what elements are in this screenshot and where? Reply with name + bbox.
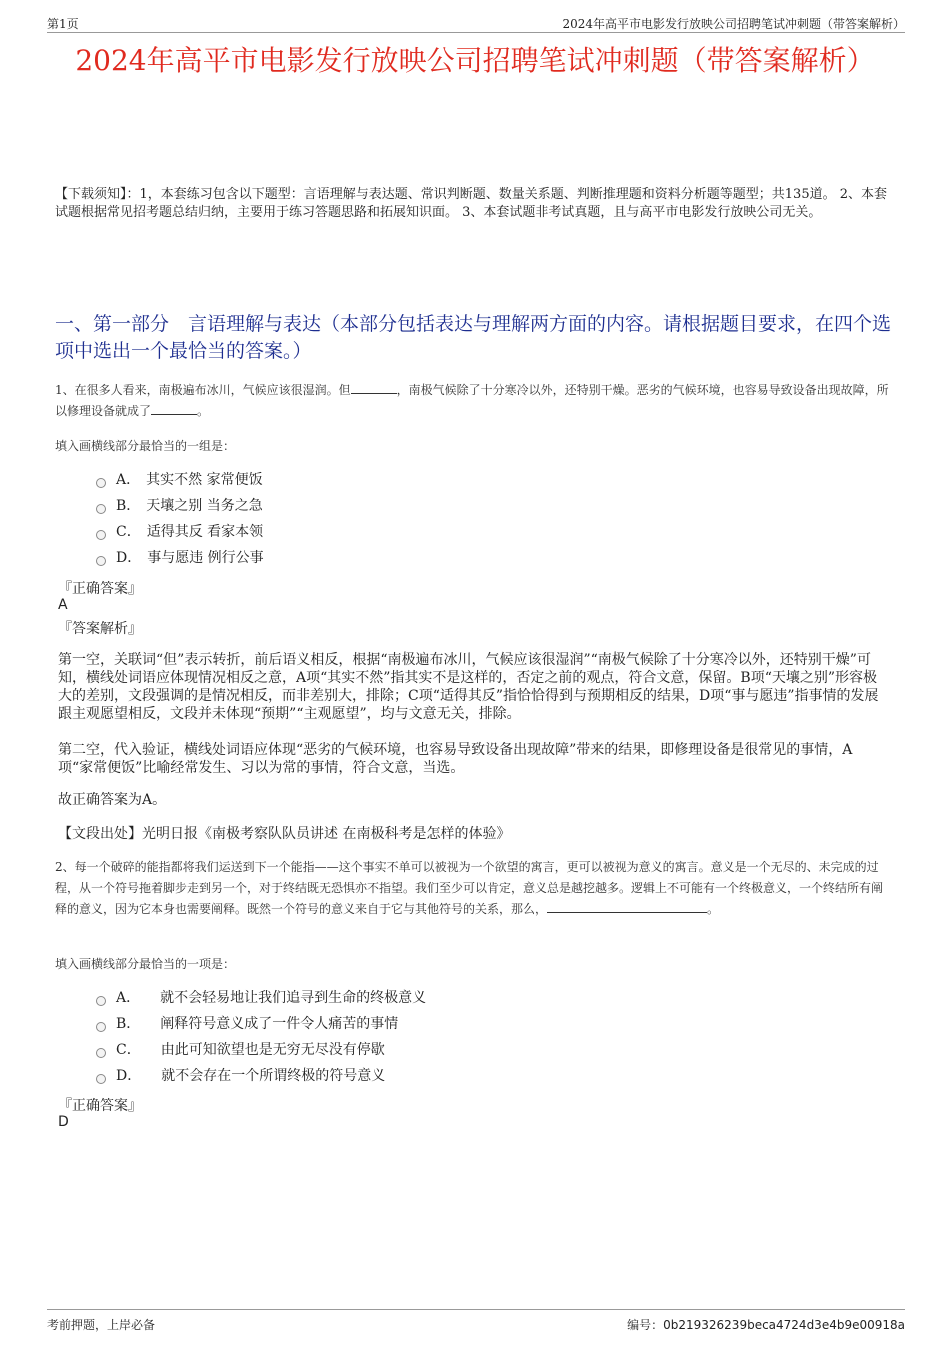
header-doc-title: 2024年高平市电影发行放映公司招聘笔试冲刺题（带答案解析） xyxy=(562,17,905,31)
option-d[interactable] xyxy=(96,1063,426,1089)
radio-button[interactable] xyxy=(96,504,106,514)
section-heading: 一、第一部分 言语理解与表达（本部分包括表达与理解两方面的内容。请根据题目要求，在四个选项中选出一个最恰当的答案。） xyxy=(55,313,892,362)
source-citation: 【文段出处】光明日报《南极考察队队员讲述 在南极科考是怎样的体验》 xyxy=(58,826,511,842)
page-footer xyxy=(47,1309,905,1334)
question-2-body: 2、每一个破碎的能指都将我们运送到下一个能指——这个事实不单可以被视为一个欲望的寓言，更可以被视为意义的寓言。意义是一个无尽的、未完成的过程，从一个符号拖着脚步走到另一个，对于终结既无恐惧亦不指望。我们至少可以肯定，意义总是越挖越多。逻辑上不可能有一个终极意义，一个终结所有阐释的意义，因为它本身也需要阐释。既然一个符号的意义来自于它与其他符号的关系，那么， xyxy=(55,860,884,916)
option-text: 事与愿违 例行公事 xyxy=(147,550,264,566)
option-a[interactable] xyxy=(96,467,264,493)
correct-answer: D xyxy=(58,1114,69,1130)
option-letter: B． xyxy=(116,1016,141,1032)
option-text: 就不会轻易地让我们追寻到生命的终极意义 xyxy=(160,990,427,1006)
question-2-text xyxy=(55,857,889,920)
question-2-instruction: 填入画横线部分最恰当的一项是： xyxy=(55,957,236,971)
option-d[interactable] xyxy=(96,545,264,571)
footer-slogan: 考前押题，上岸必备 xyxy=(47,1318,156,1332)
option-c[interactable] xyxy=(96,519,264,545)
option-b[interactable] xyxy=(96,493,264,519)
analysis-label: 『答案解析』 xyxy=(58,621,142,637)
answer-blank xyxy=(351,381,397,394)
correct-answer-label: 『正确答案』 xyxy=(58,581,142,597)
page-header xyxy=(47,14,905,33)
radio-button[interactable] xyxy=(96,1074,106,1084)
correct-answer: A xyxy=(58,597,68,613)
analysis-paragraph-2: 第二空，代入验证，横线处词语应体现“恶劣的气候环境，也容易导致设备出现故障”带来的结果，即修理设备是很常见的事情，A项“家常便饭”比喻经常发生、习以为常的事情，符合文意，当选。 xyxy=(58,742,853,776)
radio-button[interactable] xyxy=(96,996,106,1006)
analysis-conclusion: 故正确答案为A。 xyxy=(58,792,167,808)
option-letter: B． xyxy=(116,498,141,514)
question-1-text xyxy=(55,380,889,422)
document-title: 2024年高平市电影发行放映公司招聘笔试冲刺题（带答案解析） xyxy=(75,44,875,77)
download-notice: 【下载须知】：1，本套练习包含以下题型：言语理解与表达题、常识判断题、数量关系题、判断推理题和资料分析题等题型；共135道。 2、本套试题根据常见招考题总结归纳，主要用于练习答题思路和拓展知识面。 3、本套试题非考试真题，且与高平市电影发行放映公司无关。 xyxy=(55,187,887,220)
option-letter: A． xyxy=(116,990,141,1006)
option-text: 其实不然 家常便饭 xyxy=(146,472,263,488)
analysis-paragraph-1: 第一空，关联词“但”表示转折，前后语义相反，根据“南极遍布冰川，气候应该很湿润”“南极气候除了十分寒冷以外，还特别干燥”可知，横线处词语应体现情况相反之意，A项“其实不然”指其实不是这样的，否定之前的观点，符合文意，保留。B项“天壤之别”形容极大的差别，文段强调的是情况相反，而非差别大，排除；C项“适得其反”指恰恰得到与预期相反的结果，D项“事与愿违”指事情的发展跟主观愿望相反，文段并未体现“预期”“主观愿望”，均与文意无关，排除。 xyxy=(58,652,879,722)
question-2-options xyxy=(96,985,426,1089)
option-c[interactable] xyxy=(96,1037,426,1063)
document-code xyxy=(627,1316,905,1333)
radio-button[interactable] xyxy=(96,478,106,488)
question-1-part-b: ，南极气候除了十分寒冷以外，还特别干燥。恶劣的气候环境，也容易导致设备出现故障，所以修理设备就成了 xyxy=(55,383,889,418)
question-1-options xyxy=(96,467,264,571)
question-1-instruction: 填入画横线部分最恰当的一组是： xyxy=(55,439,236,453)
answer-blank xyxy=(547,900,707,913)
question-1-part-a: 1、在很多人看来，南极遍布冰川，气候应该很湿润。但 xyxy=(55,383,351,397)
option-letter: D． xyxy=(116,550,142,566)
option-letter: A． xyxy=(116,472,141,488)
radio-button[interactable] xyxy=(96,1022,106,1032)
correct-answer-label: 『正确答案』 xyxy=(58,1098,142,1114)
radio-button[interactable] xyxy=(96,530,106,540)
option-letter: D． xyxy=(116,1068,142,1084)
radio-button[interactable] xyxy=(96,1048,106,1058)
option-text: 适得其反 看家本领 xyxy=(146,524,264,540)
option-letter: C． xyxy=(116,524,141,540)
option-text: 阐释符号意义成了一件令人痛苦的事情 xyxy=(160,1016,399,1032)
option-b[interactable] xyxy=(96,1011,426,1037)
question-2-end: 。 xyxy=(707,902,720,916)
radio-button[interactable] xyxy=(96,556,106,566)
page-number: 第1页 xyxy=(47,17,79,31)
option-text: 天壤之别 当务之急 xyxy=(146,498,263,514)
option-text: 由此可知欲望也是无穷无尽没有停歇 xyxy=(160,1042,385,1058)
code-value: 0b219326239beca4724d3e4b9e00918a xyxy=(663,1318,905,1332)
option-text: 就不会存在一个所谓终极的符号意义 xyxy=(161,1068,386,1084)
option-letter: C． xyxy=(116,1042,141,1058)
question-1-part-c: 。 xyxy=(197,404,210,418)
option-a[interactable] xyxy=(96,985,426,1011)
code-label: 编号： xyxy=(627,1318,664,1332)
answer-blank xyxy=(151,402,197,415)
